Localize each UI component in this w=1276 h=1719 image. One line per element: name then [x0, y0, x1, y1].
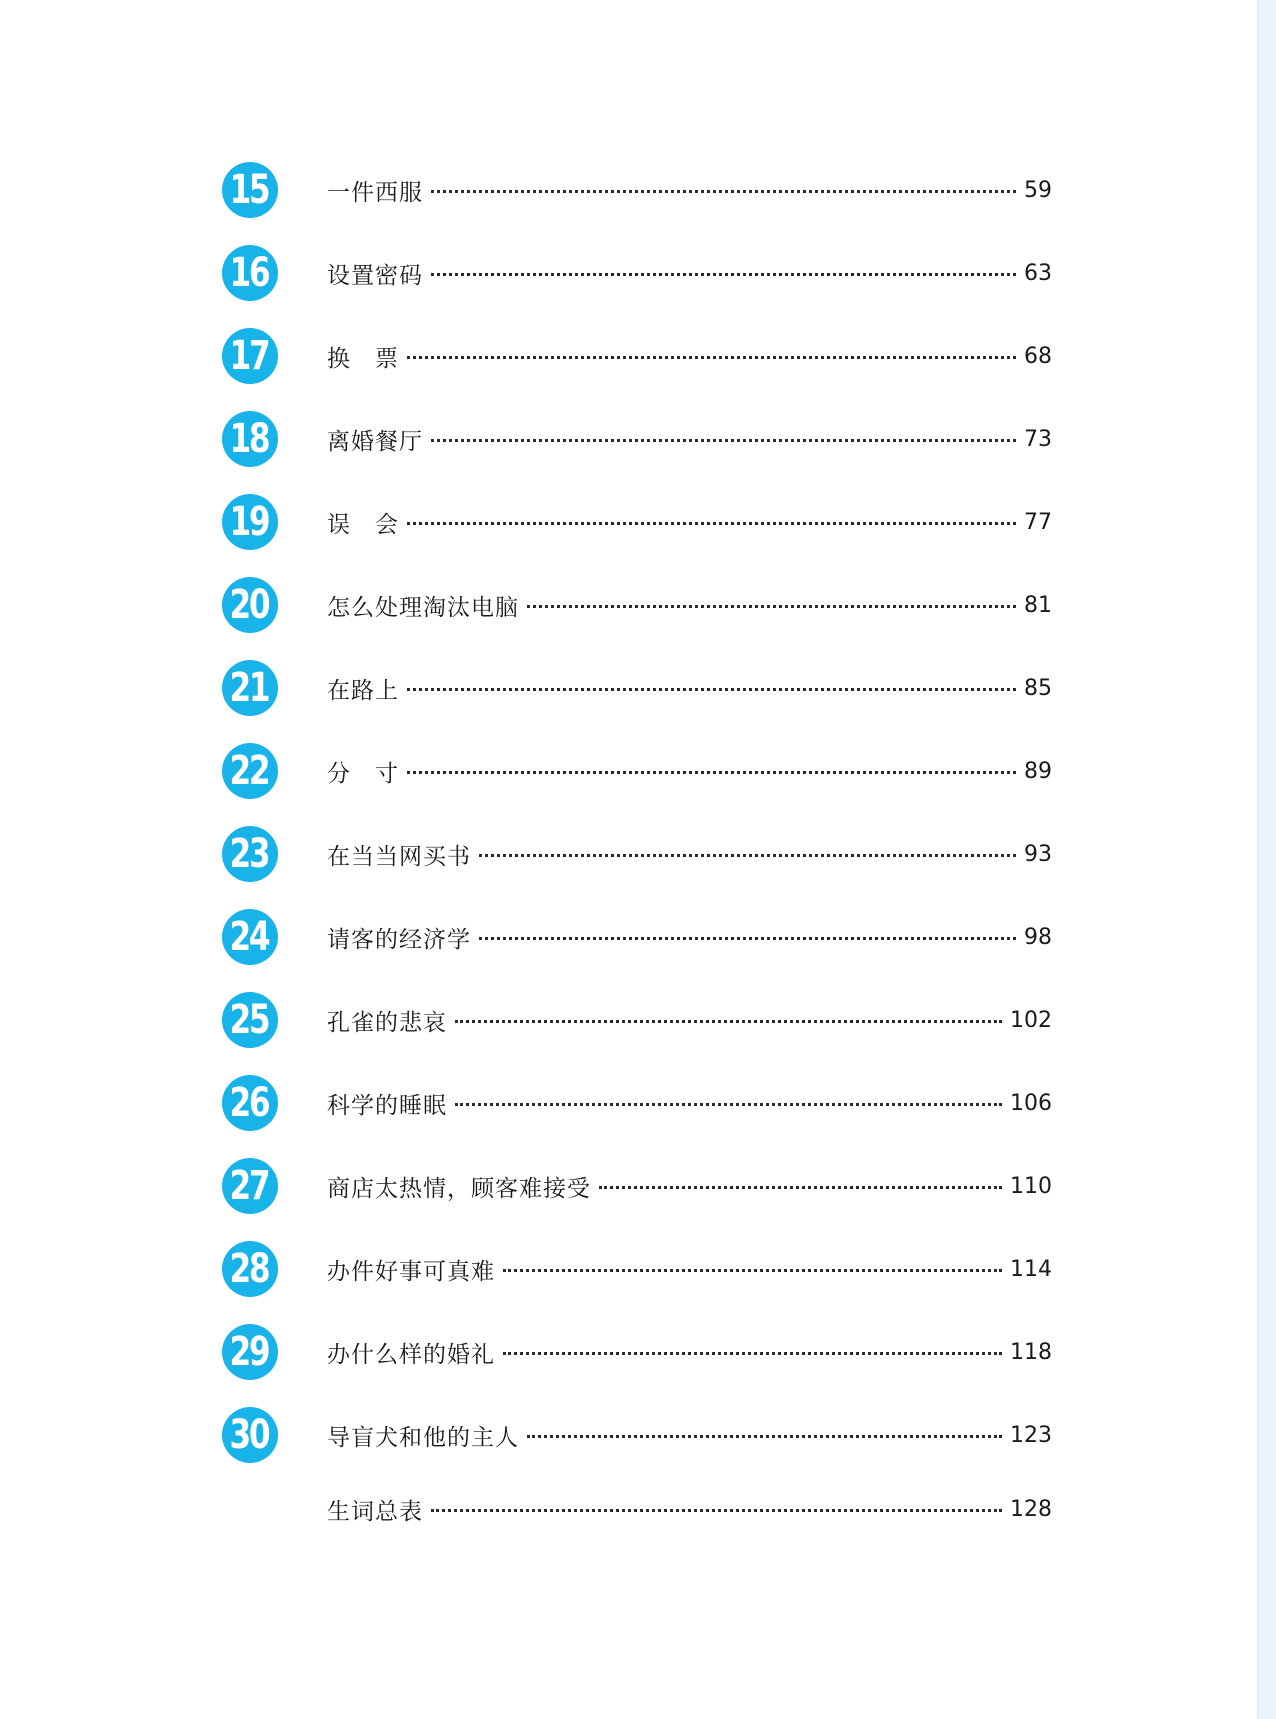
lesson-number-badge: [222, 826, 278, 882]
toc-entry[interactable]: [222, 411, 1052, 471]
lesson-number-badge: [222, 577, 278, 633]
lesson-title: 怎么处理淘汰电脑: [327, 594, 519, 621]
lesson-number: 30: [229, 1412, 268, 1458]
lesson-number: 16: [229, 250, 268, 296]
toc-entry[interactable]: [222, 743, 1052, 803]
lesson-number: 27: [229, 1163, 268, 1209]
dot-leader: [431, 1509, 1002, 1512]
toc-entry-line: [327, 909, 1052, 965]
dot-leader: [407, 522, 1016, 525]
page-number: 118: [1010, 1339, 1052, 1365]
toc-entry[interactable]: [222, 494, 1052, 554]
toc-entry-line: [327, 328, 1052, 384]
page-number: 106: [1010, 1090, 1052, 1116]
toc-entry[interactable]: [222, 992, 1052, 1052]
page-number: 93: [1024, 841, 1052, 867]
toc-entry-line: [327, 411, 1052, 467]
page-number: 128: [1010, 1496, 1052, 1522]
lesson-number: 23: [229, 831, 268, 877]
toc-entry[interactable]: [222, 1324, 1052, 1384]
lesson-number: 21: [229, 665, 268, 711]
lesson-title: 分 寸: [327, 760, 399, 787]
lesson-number-badge: [222, 1324, 278, 1380]
dot-leader: [527, 605, 1016, 608]
toc-entry[interactable]: [222, 826, 1052, 886]
lesson-title: 导盲犬和他的主人: [327, 1424, 519, 1451]
toc-entry[interactable]: [222, 328, 1052, 388]
lesson-number: 25: [229, 997, 268, 1043]
lesson-number-badge: [222, 411, 278, 467]
lesson-number-badge: [222, 743, 278, 799]
page-number: 110: [1010, 1173, 1052, 1199]
toc-entry-line: [327, 826, 1052, 882]
toc-entry-line: [327, 992, 1052, 1048]
toc-entry-line: [327, 245, 1052, 301]
dot-leader: [431, 273, 1016, 276]
lesson-number-badge: [222, 660, 278, 716]
page-number: 114: [1010, 1256, 1052, 1282]
appendix-title: 生词总表: [327, 1498, 423, 1525]
lesson-number: 28: [229, 1246, 268, 1292]
lesson-title: 换 票: [327, 345, 399, 372]
lesson-number-badge: [222, 1158, 278, 1214]
lesson-number: 20: [229, 582, 268, 628]
lesson-title: 误 会: [327, 511, 399, 538]
page-number: 77: [1024, 509, 1052, 535]
dot-leader: [407, 771, 1016, 774]
lesson-title: 离婚餐厅: [327, 428, 423, 455]
page-number: 98: [1024, 924, 1052, 950]
dot-leader: [503, 1269, 1002, 1272]
page-number: 123: [1010, 1422, 1052, 1448]
toc-entry-line: [327, 577, 1052, 633]
toc-entry-line: [327, 1481, 1052, 1537]
dot-leader: [503, 1352, 1002, 1355]
lesson-number-badge: [222, 1075, 278, 1131]
page-number: 85: [1024, 675, 1052, 701]
toc-entry[interactable]: [222, 660, 1052, 720]
lesson-number-badge: [222, 328, 278, 384]
lesson-title: 设置密码: [327, 262, 423, 289]
toc-entry-appendix[interactable]: [222, 1481, 1052, 1541]
page-number: 73: [1024, 426, 1052, 452]
toc-entry[interactable]: [222, 245, 1052, 305]
lesson-title: 商店太热情，顾客难接受: [327, 1175, 591, 1202]
dot-leader: [431, 190, 1016, 193]
toc-entry-line: [327, 660, 1052, 716]
toc-entry[interactable]: [222, 162, 1052, 222]
lesson-number-badge: [222, 162, 278, 218]
toc-entry-line: [327, 743, 1052, 799]
dot-leader: [479, 937, 1016, 940]
lesson-number-badge: [222, 992, 278, 1048]
lesson-number: 26: [229, 1080, 268, 1126]
page-number: 68: [1024, 343, 1052, 369]
lesson-number-badge: [222, 1241, 278, 1297]
page-number: 63: [1024, 260, 1052, 286]
lesson-number-badge: [222, 1407, 278, 1463]
toc-entry[interactable]: [222, 1158, 1052, 1218]
page-edge-strip: [1257, 0, 1276, 1719]
toc-entry-line: [327, 494, 1052, 550]
lesson-title: 在路上: [327, 677, 399, 704]
lesson-number-badge: [222, 909, 278, 965]
toc-entry-line: [327, 1324, 1052, 1380]
toc-entry-line: [327, 1407, 1052, 1463]
dot-leader: [407, 688, 1016, 691]
lesson-title: 请客的经济学: [327, 926, 471, 953]
lesson-title: 办件好事可真难: [327, 1258, 495, 1285]
dot-leader: [431, 439, 1016, 442]
lesson-title: 一件西服: [327, 179, 423, 206]
toc-entry-line: [327, 1241, 1052, 1297]
lesson-number: 19: [229, 499, 268, 545]
toc-entry-line: [327, 1158, 1052, 1214]
dot-leader: [479, 854, 1016, 857]
dot-leader: [455, 1103, 1002, 1106]
lesson-title: 在当当网买书: [327, 843, 471, 870]
toc-entry[interactable]: [222, 577, 1052, 637]
lesson-number: 17: [229, 333, 268, 379]
toc-entry[interactable]: [222, 1241, 1052, 1301]
dot-leader: [407, 356, 1016, 359]
lesson-number: 15: [229, 167, 268, 213]
page-number: 59: [1024, 177, 1052, 203]
dot-leader: [455, 1020, 1002, 1023]
lesson-number: 22: [229, 748, 268, 794]
toc-entry[interactable]: [222, 1407, 1052, 1467]
page-number: 89: [1024, 758, 1052, 784]
lesson-title: 孔雀的悲哀: [327, 1009, 447, 1036]
lesson-number: 18: [229, 416, 268, 462]
toc-entry[interactable]: [222, 909, 1052, 969]
dot-leader: [599, 1186, 1002, 1189]
lesson-title: 科学的睡眠: [327, 1092, 447, 1119]
page-number: 102: [1010, 1007, 1052, 1033]
toc-entry-line: [327, 162, 1052, 218]
dot-leader: [527, 1435, 1002, 1438]
lesson-number-badge: [222, 494, 278, 550]
toc-entry-line: [327, 1075, 1052, 1131]
page-number: 81: [1024, 592, 1052, 618]
lesson-number: 29: [229, 1329, 268, 1375]
lesson-number-badge: [222, 245, 278, 301]
lesson-number: 24: [229, 914, 268, 960]
toc-entry[interactable]: [222, 1075, 1052, 1135]
lesson-title: 办什么样的婚礼: [327, 1341, 495, 1368]
